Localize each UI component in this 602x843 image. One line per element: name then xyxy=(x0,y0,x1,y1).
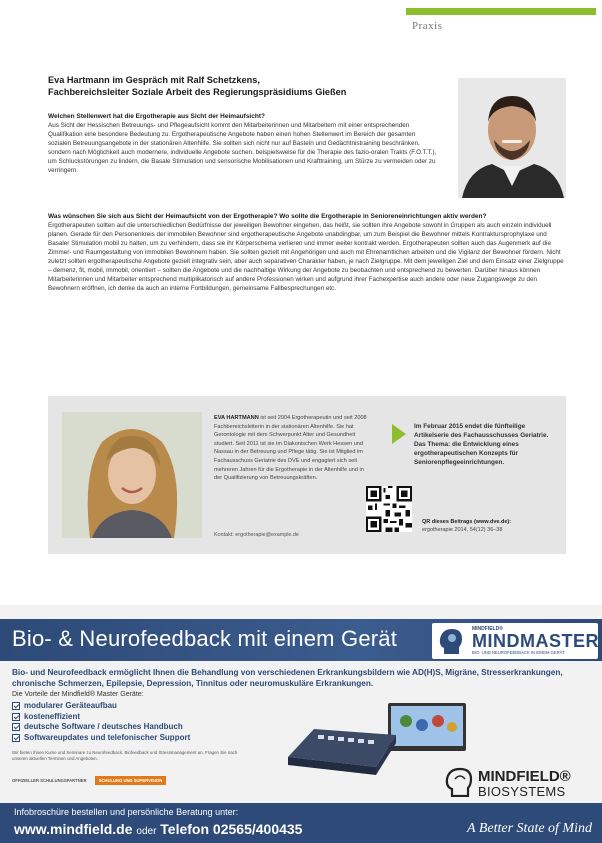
ad-intro: Bio- und Neurofeedback ermöglicht Ihnen die Behandlung von verschiedenen Erkrankungsbildern wie AD(H)S, Migräne, Stresserkrankungen, chronische Schmerzen, Epilepsie, Depression, Tinnitus oder neuromuskuläre Erkrankungen. xyxy=(12,668,563,688)
answer-1: Aus Sicht der Hessischen Betreuungs- und Pflegeaufsicht kommt den Mitarbeiterinnen und Mitarbeitern mit einer entsprechenden Qualifikation eine besondere Bedeutung zu. Ergotherapeutische Angebote haben einen hohen Stellenwert im Bereich der gesamten sozialen Betreuungsangebote in der stationären Altenhilfe. Sie sollten sich nicht nur auf Basteln und Gedächtnistraining beschränken, sondern nach Möglichkeit auch modernere, individuelle Angebote suchen, beispielsweise für die Therapie des fazio-oralen Trakts (F.O.T.T.), um Schluckstörungen zu lindern, die Basale Stimulation und sensorische Mobilisationen und Krafttraining, um Stürze zu vermeiden oder zu verringern. xyxy=(48,122,437,174)
advantage-label: Softwareupdates und telefonischer Support xyxy=(24,732,191,742)
ad-partner-logos xyxy=(12,773,166,787)
qr-caption xyxy=(422,518,564,534)
mindfield-head-icon xyxy=(444,767,474,797)
checkbox-check-icon xyxy=(12,702,20,710)
interview-qa-1 xyxy=(48,112,440,175)
arrow-right-icon xyxy=(392,424,406,444)
checkbox-check-icon xyxy=(12,723,20,731)
partner-logo-2: SCHULUNG UND SUPERVISION xyxy=(95,776,167,785)
mindmaster-logo xyxy=(432,623,598,659)
qr-caption-title: QR dieses Beitrags (www.dve.de): xyxy=(422,519,512,525)
mindmaster-device-image xyxy=(284,701,470,779)
ad-contact-line xyxy=(14,821,302,837)
checkbox-check-icon xyxy=(12,734,20,742)
ad-phone-link[interactable]: Telefon 02565/400435 xyxy=(160,821,303,837)
section-label: Praxis xyxy=(412,20,443,32)
advantage-label: modularer Geräteaufbau xyxy=(24,701,117,710)
question-2: Was wünschen Sie sich aus Sicht der Heimaufsicht von der Ergotherapie? Wo sollte die Ergotherapie in Senioreneinrichtungen aktiv werden? xyxy=(48,213,487,220)
series-note: Im Februar 2015 endet die fünfteilige Artikelserie des Fachausschusses Geriatrie. Das Thema: die Entwicklung eines ergotherapeutischen Konzepts für Seniorenpflegeeinrichtungen. xyxy=(414,423,549,466)
list-item xyxy=(12,701,190,712)
author-email[interactable]: Kontakt: ergotherapie@example.de xyxy=(214,532,299,538)
interview-title-line1: Eva Hartmann im Gespräch mit Ralf Schetzkens, xyxy=(48,75,260,85)
ad-banner xyxy=(0,619,602,661)
interview-title-line2: Fachbereichsleiter Soziale Arbeit des Regierungspräsidiums Gießen xyxy=(48,87,347,97)
ad-footer-bar xyxy=(0,803,602,843)
list-item xyxy=(12,722,190,733)
head-profile-icon xyxy=(436,626,466,656)
ad-advantages-list xyxy=(12,701,190,743)
portrait-eva-hartmann-image xyxy=(62,412,202,538)
ad-advantages-title: Die Vorteile der Mindfield® Master Geräte: xyxy=(12,691,144,698)
advantage-label: deutsche Software / deutsches Handbuch xyxy=(24,722,183,731)
advantage-label: kosteneffizient xyxy=(24,711,81,721)
ad-slogan: A Better State of Mind xyxy=(467,821,592,836)
mindmaster-tagline: BIO- UND NEUROFEEDBACK IN EINEM GERÄT xyxy=(472,650,566,655)
partner-logo-1: OFFIZIELLER SCHULUNGSPARTNER xyxy=(12,777,87,783)
mindfield-brand-sub: BIOSYSTEMS xyxy=(478,784,566,799)
ad-website-link[interactable]: www.mindfield.de xyxy=(14,821,133,837)
mindfield-advertisement[interactable] xyxy=(0,605,602,843)
list-item xyxy=(12,733,190,744)
author-bio-box xyxy=(48,396,566,554)
mindfield-biosystems-logo xyxy=(444,765,594,799)
author-bio-text xyxy=(214,414,368,483)
mindmaster-logo-small: MINDFIELD® xyxy=(472,626,503,632)
portrait-ralf-schetzkens-image xyxy=(458,78,566,198)
ad-fine-print: Wir bieten Ihnen Kurse und Seminare zu Neurofeedback, Biofeedback und Stressmanagement an. Fragen Sie nach unseren aktuellen Terminen und Angeboten. xyxy=(12,750,238,762)
mindfield-brand-name: MINDFIELD® xyxy=(478,768,571,785)
checkbox-check-icon xyxy=(12,713,20,721)
mindmaster-logo-big: MINDMASTER xyxy=(472,631,599,651)
list-item xyxy=(12,712,190,723)
ad-cta-text: Infobroschüre bestellen und persönliche Beratung unter: xyxy=(14,807,239,817)
author-bio-body: ist seit 2004 Ergotherapeutin und seit 2008 Fachbereichsleiterin in der stationären Altenhilfe. Sie hat Gerontologie mit dem Schwerpunkt Alter und Gesundheit studiert. Seit 2011 ist sie im Diakonischen Werk Hessen und Nassau in der Betreuung und Pflege tätig. Sie ist Mitglied im Fachausschuss Geriatrie des DVE und engagiert sich seit mehreren Jahren für die Ergotherapie in der Altenhilfe und in der Qualifizierung von Betreuungskräften. xyxy=(214,415,367,482)
interview-qa-2 xyxy=(48,212,566,293)
section-tab xyxy=(406,8,596,36)
qr-code-icon[interactable] xyxy=(366,486,412,532)
answer-2: Ergotherapeuten sollten auf die unterschiedlichen Bedürfnisse der jeweiligen Bewohner eingehen, das heißt, sie sollten ihre Angebote sowohl in Gruppen als auch einzeln individuell planen. Gerade für den Personenkreis der immobilen Bewohner sind ergotherapeutische Angebote unabdingbar, um zum Beispiel die Bewohner mittels Kontraktursprophylaxe und Basaler Stimulation mobil zu halten, um zu verhindern, dass sie ihr Körperschema verlieren und immer weiter kontrakt werden. Ergotherapeuten sollten auch das Augenmerk auf die Zimmer- und Raumgestaltung von immobilen Bewohnern haben. Sie sollten gezielt mit Angehörigen und auch mit Ehrenamtlichen arbeiten und die Vigilanz der Bewohner fördern. Nicht zuletzt sollten ergotherapeutische Angebote gezielt integrativ sein, aber auch separativen Charakter haben, je nach Zielgruppe. Mit dem jeweiligen Ziel und dem Einsatz einer Zielgruppe – demenz, fit, mobil, immobil, orientiert – sollten die Angebote und die nachhaltige Wirkung der Angebote zu beobachten und entsprechend zu bewerten. Darüber hinaus können Mitarbeiterinnen und Mitarbeiter entsprechend multiplikatorisch auf andere Professionen wirken und aufgrund ihrer Fachexpertise auch andere oder neue Zugangswege zu den Bewohnern eröffnen, ich denke da auch an interne Fortbildungen, gemeinsame Fallbesprechungen etc. xyxy=(48,222,564,292)
ad-headline: Bio- & Neurofeedback mit einem Gerät xyxy=(12,626,398,651)
section-accent-bar xyxy=(406,8,596,15)
ad-oder-text: oder xyxy=(136,826,157,837)
author-name: EVA HARTMANN xyxy=(214,415,259,421)
interview-title xyxy=(48,74,428,98)
qr-caption-ref: ergotherapie 2014, 54(12) 36–38 xyxy=(422,527,503,533)
question-1: Welchen Stellenwert hat die Ergotherapie aus Sicht der Heimaufsicht? xyxy=(48,113,265,120)
